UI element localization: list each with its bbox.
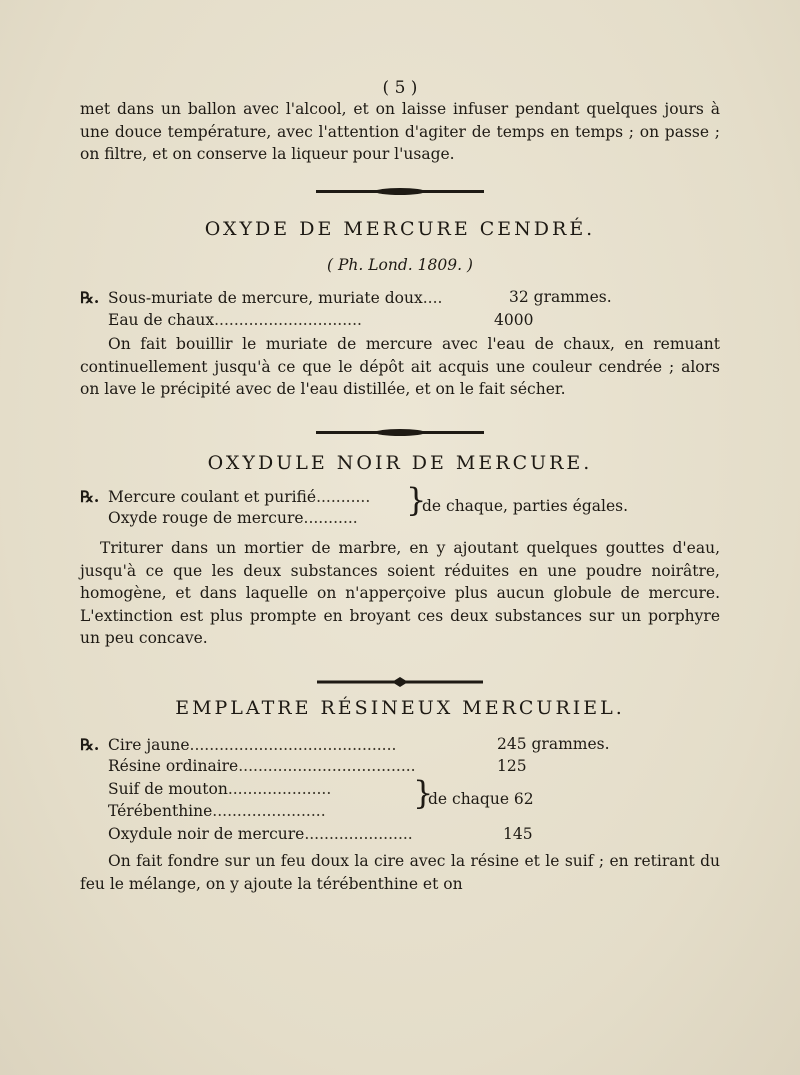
leader-dots: .......................................... <box>189 736 397 754</box>
ingredient-qty: 32 grammes. <box>509 288 612 306</box>
ingredient-name: Mercure coulant et purifié <box>108 488 317 506</box>
brace-icon: } <box>413 774 434 812</box>
recipe-symbol: ℞. <box>80 288 100 307</box>
ingredient-name: Eau de chaux <box>108 311 215 329</box>
recipe-symbol: ℞. <box>80 735 100 754</box>
section-divider <box>316 431 484 434</box>
section-title-oxydule: OXYDULE NOIR DE MERCURE. <box>207 452 593 474</box>
leader-dots: ....................... <box>212 802 326 820</box>
page-number: ( 5 ) <box>382 78 418 98</box>
recipe-symbol: ℞. <box>80 487 100 506</box>
ingredient-row <box>108 757 416 775</box>
ingredient-name: Oxyde rouge de mercure <box>108 509 304 527</box>
ingredient-name: Résine ordinaire <box>108 757 239 775</box>
ingredient-row <box>108 509 358 527</box>
section-title-oxyde: OXYDE DE MERCURE CENDRÉ. <box>204 218 596 240</box>
ingredient-row <box>80 735 396 754</box>
ingredient-qty: 145 <box>503 825 533 843</box>
leader-dots: .............................. <box>214 311 362 329</box>
ingredient-row <box>80 288 442 307</box>
procedure-text: On fait fondre sur un feu doux la cire avec la résine et le suif ; en retirant du feu le mélange, on y ajoute la térébenthine et on <box>80 852 720 893</box>
ingredient-row <box>108 802 326 820</box>
ingredient-row <box>108 825 413 843</box>
ingredient-name: Sous-muriate de mercure, muriate doux <box>108 289 423 307</box>
leader-dots: ..................... <box>227 780 332 798</box>
leader-dots: .................................... <box>238 757 416 775</box>
ingredient-row <box>108 780 331 798</box>
section-source: ( Ph. Lond. 1809. ) <box>327 256 473 274</box>
section-divider <box>316 190 484 193</box>
ingredient-qty: 4000 <box>494 311 534 329</box>
leader-dots: ........... <box>316 488 371 506</box>
leader-dots: ...................... <box>304 825 413 843</box>
leader-dots: .... <box>422 289 443 307</box>
ingredient-name: Oxydule noir de mercure <box>108 825 305 843</box>
brace-text: de chaque, parties égales. <box>422 497 629 515</box>
ingredient-name: Suif de mouton <box>108 780 228 798</box>
ornament-divider <box>317 672 483 682</box>
ingredient-row <box>108 311 362 329</box>
procedure-text: On fait bouillir le muriate de mercure avec l'eau de chaux, en remuant continuellement jusqu'à ce que le dépôt ait acquis une couleur cendrée ; alors on lave le précipité avec de l'eau distillée, et on le fait sécher. <box>80 335 720 398</box>
intro-paragraph: met dans un ballon avec l'alcool, et on laisse infuser pendant quelques jours à une douce température, avec l'attention d'agiter de temps en temps ; on passe ; on filtre, et on conserve la liqueur pour l'usage. <box>80 100 720 163</box>
procedure-text: Triturer dans un mortier de marbre, en y ajoutant quelques gouttes d'eau, jusqu'à ce que les deux substances soient réduites en une poudre noirâtre, homogène, et dans laquelle on n'apperçoive plus aucun globule de mercure. L'extinction est plus prompte en broyant ces deux substances sur un porphyre un peu concave. <box>80 539 720 647</box>
ingredient-row <box>80 487 370 506</box>
ingredient-qty: 245 grammes. <box>497 735 610 753</box>
section-title-emplatre: EMPLATRE RÉSINEUX MERCURIEL. <box>175 697 625 719</box>
brace-icon: } <box>406 481 427 519</box>
brace-text: de chaque 62 <box>428 790 534 808</box>
leader-dots: ........... <box>303 509 358 527</box>
ingredient-name: Térébenthine <box>108 802 213 820</box>
ingredient-qty: 125 <box>497 757 527 775</box>
ingredient-name: Cire jaune <box>108 736 190 754</box>
